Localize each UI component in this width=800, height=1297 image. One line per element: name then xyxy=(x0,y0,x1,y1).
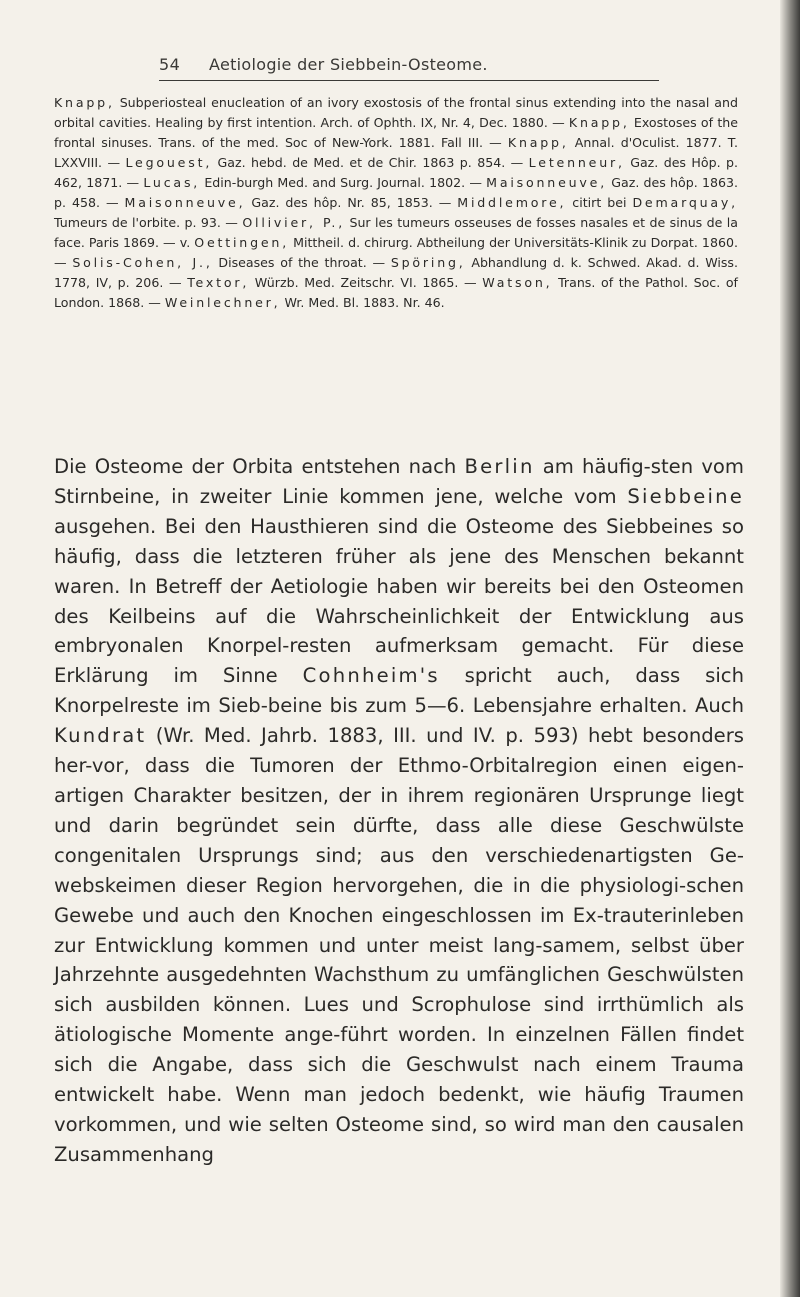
reference-author: Knapp, xyxy=(507,135,569,150)
reference-author: Middlemore, xyxy=(457,195,567,210)
text-run: Sur les tumeurs osseuses de fosses nasales et de sinus de la face. Paris 1869. — v. xyxy=(54,215,738,250)
text-run: Würzb. Med. Zeitschr. VI. 1865. — xyxy=(249,275,483,290)
bibliography-references xyxy=(54,93,738,313)
reference-author: Maisonneuve, xyxy=(124,195,246,210)
text-run: citirt bei xyxy=(566,195,633,210)
reference-author: Oettingen, xyxy=(194,235,290,250)
emphasized-name: Siebbeine xyxy=(627,484,744,508)
text-run: Gaz. des hôp. 1863. p. 458. — xyxy=(54,175,738,210)
reference-author: Textor, xyxy=(187,275,250,290)
reference-author: Demarquay, xyxy=(632,195,738,210)
text-run: Gaz. des Hôp. p. 462, 1871. — xyxy=(54,155,738,190)
text-run: Gaz. hebd. de Med. et de Chir. 1863 p. 854. — xyxy=(212,155,529,170)
reference-author: Maisonneuve, xyxy=(486,175,608,190)
reference-author: Letenneur, xyxy=(528,155,625,170)
reference-author: Weinlechner, xyxy=(164,295,281,310)
text-run: (Wr. Med. Jahrb. 1883, III. und IV. p. 593) hebt besonders her-vor, dass die Tumoren der Ethmo-Orbitalregion einen eigen-artigen Charakter besitzen, der in ihrem regionären Ursprunge liegt und darin begründet sein dürfte, dass alle diese Geschwülste congenitalen Ursprungs sind; aus den verschiedenartigsten Ge-webskeimen dieser Region hervorgehen, die in die physiologi-schen Gewebe und auch den Knochen eingeschlossen im Ex-trauterinleben zur Entwicklung kommen und unter meist lang-samem, selbst über Jahrzehnte ausgedehnten Wachsthum zu umfänglichen Geschwülsten sich ausbilden können. Lues und Scrophulose sind irrthümlich als ätiologische Momente ange-führt worden. In einzelnen Fällen findet sich die Angabe, dass sich die Geschwulst nach einem Trauma entwickelt habe. Wenn man jedoch bedenkt, wie häufig Traumen vorkommen, und wie selten Osteome sind, so wird man den causalen Zusammenhang xyxy=(54,724,744,1166)
page-number: 54 xyxy=(159,55,181,74)
reference-author: Ollivier, P., xyxy=(242,215,346,230)
reference-author: Knapp, xyxy=(54,95,115,110)
body-paragraph xyxy=(54,452,744,1170)
emphasized-name: Kundrat xyxy=(54,724,147,748)
text-run: Edin-burgh Med. and Surg. Journal. 1802. — xyxy=(200,175,487,190)
text-run: ausgehen. Bei den Hausthieren sind die Osteome des Siebbeines so häufig, dass die letzteren früher als jene des Menschen bekannt waren. In Betreff der Aetiologie haben wir bereits bei den Osteomen des Keilbeins auf die Wahrscheinlichkeit der Entwicklung aus embryonalen Knorpel-resten aufmerksam gemacht. Für diese Erklärung im Sinne xyxy=(54,514,744,688)
reference-author: Legouest, xyxy=(125,155,213,170)
text-run: Annal. d'Oculist. 1877. T. LXXVIII. — xyxy=(54,135,738,170)
text-run: Trans. of the Pathol. Soc. of London. 1868. — xyxy=(54,275,738,310)
reference-author: Lucas, xyxy=(143,175,201,190)
reference-author: Solis-Cohen, J., xyxy=(72,255,213,270)
text-run: Wr. Med. Bl. 1883. Nr. 46. xyxy=(280,295,445,310)
text-run: am häufig-sten vom Stirnbeine, in zweiter Linie kommen jene, welche vom xyxy=(54,455,744,508)
text-run: Diseases of the throat. — xyxy=(212,255,391,270)
text-run: Mittheil. d. chirurg. Abtheilung der Universitäts-Klinik zu Dorpat. 1860. — xyxy=(54,235,738,270)
text-run: Abhandlung d. k. Schwed. Akad. d. Wiss. 1778, IV, p. 206. — xyxy=(54,255,738,290)
page-header xyxy=(159,52,659,81)
text-run: Die Osteome der Orbita entstehen nach xyxy=(54,455,465,478)
reference-author: Spöring, xyxy=(390,255,466,270)
reference-author: Knapp, xyxy=(568,115,630,130)
emphasized-name: Cohnheim's xyxy=(302,664,440,688)
page-binding-edge xyxy=(780,0,800,1297)
running-title: Aetiologie der Siebbein-Osteome. xyxy=(209,55,488,74)
emphasized-name: Berlin xyxy=(464,455,535,478)
text-run: Subperiosteal enucleation of an ivory exostosis of the frontal sinus extending into the nasal and orbital cavities. Healing by first intention. Arch. of Ophth. IX, Nr. 4, Dec. 1880. — xyxy=(54,95,738,130)
text-run: Tumeurs de l'orbite. p. 93. — xyxy=(54,215,243,230)
reference-author: Watson, xyxy=(482,275,553,290)
text-run: spricht auch, dass sich Knorpelreste im Sieb-beine bis zum 5—6. Lebensjahre erhalten. Auch xyxy=(54,664,744,718)
text-run: Gaz. des hôp. Nr. 85, 1853. — xyxy=(245,195,458,210)
text-run: Exostoses of the frontal sinuses. Trans. of the med. Soc of New-York. 1881. Fall III. — xyxy=(54,115,738,150)
